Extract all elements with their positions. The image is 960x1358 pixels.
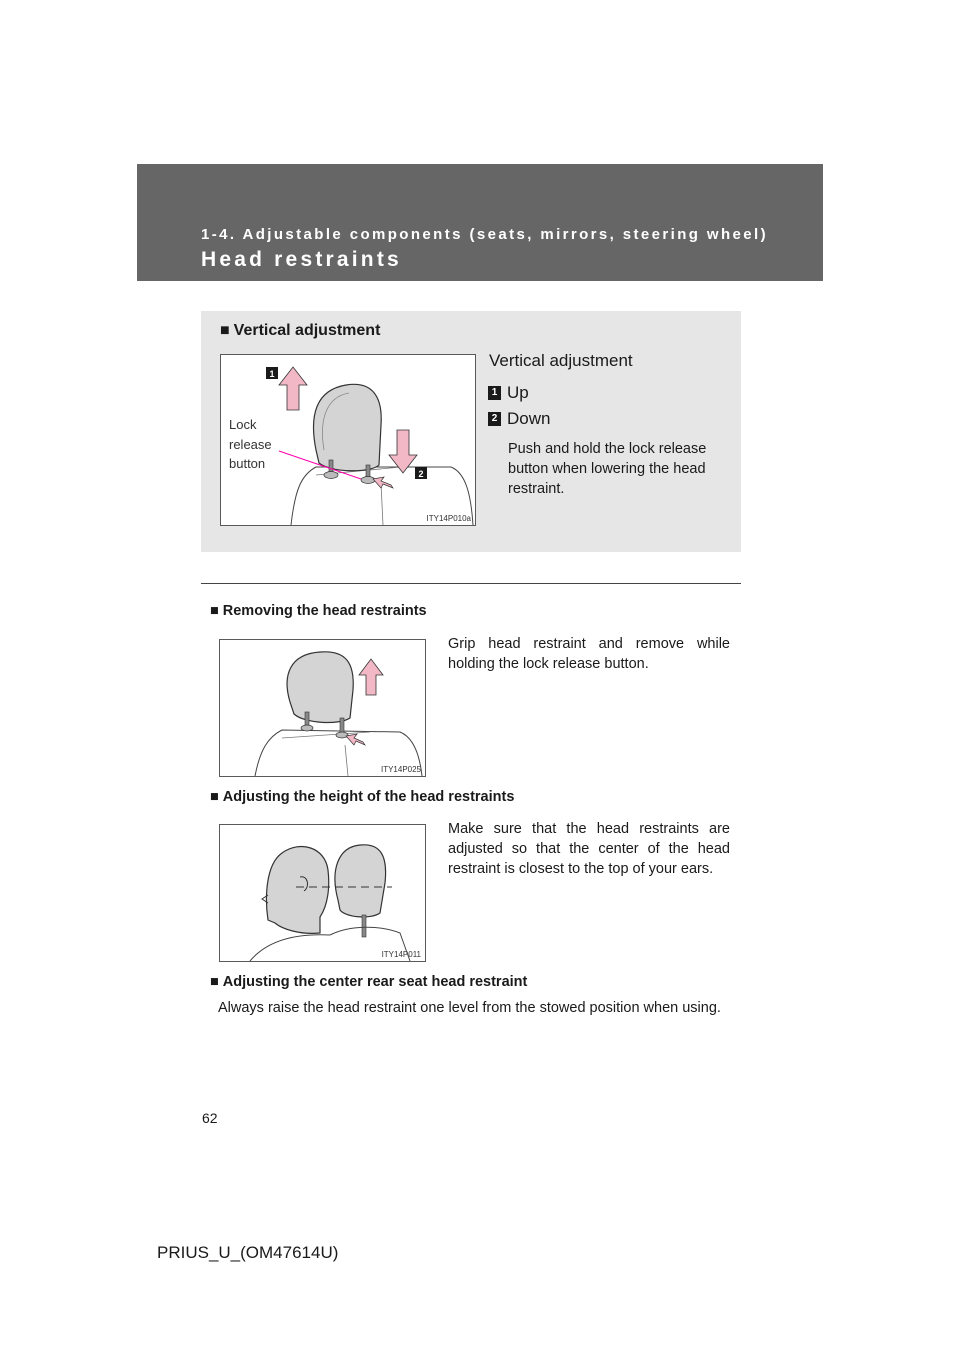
center-rear-heading: ■ Adjusting the center rear seat head restraint (210, 974, 528, 990)
svg-text:1: 1 (269, 369, 275, 379)
item-down: 2 Down (488, 409, 550, 429)
number-badge: 2 (488, 412, 501, 426)
vertical-adjustment-panel (201, 311, 741, 552)
center-rear-text: Always raise the head restraint one level from the stowed position when using. (218, 1000, 721, 1016)
head-restraint-removal-illustration (220, 640, 427, 778)
square-bullet-icon: ■ (210, 603, 219, 619)
vertical-adjustment-title: Vertical adjustment (489, 351, 633, 370)
square-bullet-icon: ■ (210, 974, 219, 990)
section-title: 1-4. Adjustable components (seats, mirrors, steering wheel) (201, 226, 768, 243)
figure-code: ITY14P025 (380, 765, 421, 774)
removing-heading: ■ Removing the head restraints (210, 603, 427, 619)
number-badge: 1 (488, 386, 501, 400)
removing-text: Grip head restraint and remove while holding the lock release button. (448, 636, 730, 672)
lock-release-button-label: Lock release button (229, 417, 272, 471)
height-figure (219, 824, 426, 962)
removing-figure (219, 639, 426, 777)
header-band (137, 164, 823, 281)
lowering-note: Push and hold the lock release button when lowering the head restraint. (508, 441, 707, 497)
svg-text:2: 2 (418, 469, 424, 479)
figure-code: ITY14P011 (381, 950, 421, 959)
page-title: Head restraints (201, 248, 402, 271)
head-restraint-height-illustration (220, 825, 427, 963)
divider (201, 583, 741, 584)
item-up: 1 Up (488, 383, 529, 403)
footer-code: PRIUS_U_(OM47614U) (157, 1243, 339, 1262)
vertical-adjustment-figure (220, 354, 476, 526)
square-bullet-icon: ■ (220, 322, 230, 339)
height-text: Make sure that the head restraints are adjusted so that the center of the head restraint is closest to the top of your ears. (448, 821, 730, 877)
figure-code: ITY14P010a (426, 514, 471, 523)
vertical-adjustment-heading: ■ Vertical adjustment (220, 322, 381, 339)
height-heading: ■ Adjusting the height of the head restraints (210, 789, 515, 805)
square-bullet-icon: ■ (210, 789, 219, 805)
page-number: 62 (202, 1110, 218, 1126)
